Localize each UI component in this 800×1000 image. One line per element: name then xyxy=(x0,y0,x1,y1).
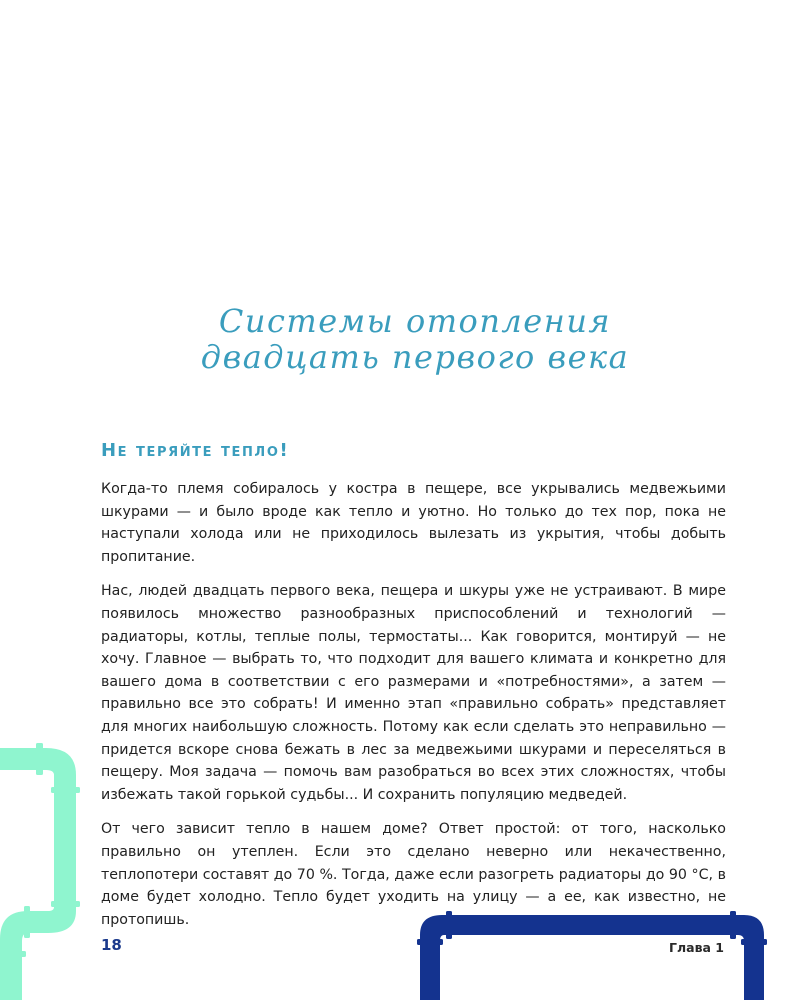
chapter-label: Глава 1 xyxy=(669,940,724,955)
page-number: 18 xyxy=(101,936,122,954)
mint-pipe-icon xyxy=(0,735,90,1000)
paragraph-1: Когда-то племя собиралось у костра в пещере, все укрывались медвежьими шкурами — и было вроде как тепло и уютно. Но только до тех пор, пока не наступали холода или не приходилось вылезать из укрытия, чтобы добыть пропитание. xyxy=(101,481,726,565)
chapter-title xyxy=(100,303,730,375)
chapter-title-line-1: Системы отопления xyxy=(218,302,612,340)
paragraph-2: Нас, людей двадцать первого века, пещера и шкуры уже не устраивают. В мире появилось множество разнообразных приспособлений и технологий — радиаторы, котлы, теплые полы, термостаты... Как говорится, монтируй — не хочу. Главное — выбрать то, что подходит для вашего климата и конкретно для вашего дома в соответствии с его размерами и «потребностями», а затем — правильно все это собрать! И именно этап «правильно собрать» представляет для многих наибольшую сложность. Потому как если сделать это неправильно — придется вскоре снова бежать в лес за медвежьими шкурами и переселяться в пещеру. Моя задача — помочь вам разобраться во всех этих сложностях, чтобы избежать такой горькой судьбы... И сохранить популяцию медведей. xyxy=(101,583,726,803)
paragraph-3: От чего зависит тепло в нашем доме? Ответ простой: от того, насколько правильно он утеплен. Если это сделано неверно или некачественно, теплопотери составят до 70 %. Тогда, даже если разогреть радиаторы до 90 °C, в доме будет холодно. Тепло будет уходить на улицу — а ее, как известно, не протопишь. xyxy=(101,821,726,928)
chapter-title-line-2: двадцать первого века xyxy=(200,338,630,376)
body-text xyxy=(101,478,726,943)
section-heading: Не теряйте тепло! xyxy=(101,440,290,461)
